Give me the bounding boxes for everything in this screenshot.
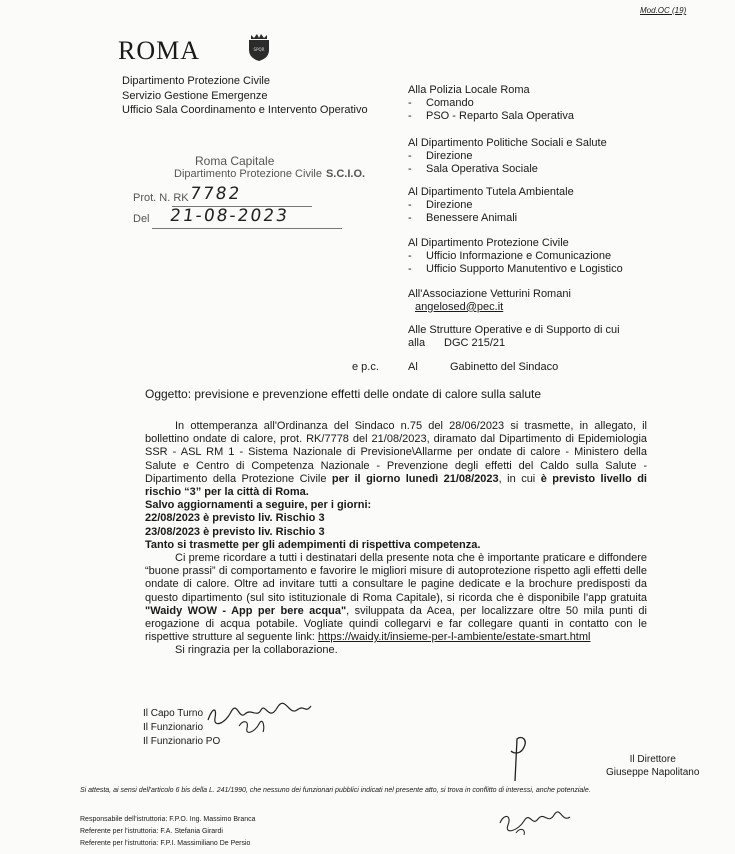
handwritten-signature-director bbox=[505, 735, 545, 783]
protocol-stamp bbox=[130, 150, 370, 232]
prot-date: 21-08-2023 bbox=[168, 206, 291, 226]
letter-body bbox=[145, 420, 647, 658]
vetturini-email: angelosed@pec.it bbox=[415, 300, 504, 313]
epc-target: Gabinetto del Sindaco bbox=[450, 361, 559, 373]
attestation-note: Si attesta, ai sensi dell'articolo 6 bis della L. 241/1990, che nessuno dei funzionari pubblici indicati nel presente atto, si trova in conflitto di interessi, anche potenziale. bbox=[80, 787, 591, 794]
handwritten-signature-left bbox=[205, 698, 315, 738]
recipient-vetturini: All'Associazione Vetturini Romani angelosed@pec.it bbox=[408, 288, 571, 313]
recipient-sociali: Al Dipartimento Politiche Sociali e Salute - Direzione - Sala Operativa Sociale bbox=[408, 137, 607, 175]
epc-label: e p.c. bbox=[352, 361, 379, 373]
form-code: Mod.OC (19) bbox=[640, 6, 687, 15]
date-underline bbox=[152, 228, 342, 229]
responsible-list: Responsabile dell'istruttoria: F.P.O. Ing. Massimo Branca Referente per l'istruttoria: F.A. Stefania Girardi Referente per l'istruttoria: F.P.I. Massimiliano De Persio bbox=[80, 816, 256, 847]
director-name: Giuseppe Napolitano bbox=[606, 767, 700, 778]
waidy-link[interactable]: https://waidy.it/insieme-per-l-ambiente/estate-smart.html bbox=[318, 631, 591, 644]
paragraph-4: 23/08/2023 è previsto liv. Rischio 3 bbox=[145, 525, 325, 538]
roma-crest-icon bbox=[247, 32, 271, 62]
stamp-title: Roma Capitale bbox=[195, 154, 275, 168]
prot-label: Prot. N. RK bbox=[133, 192, 189, 204]
dept-line: Servizio Gestione Emergenze bbox=[122, 89, 268, 102]
stamp-subtitle: Dipartimento Protezione Civile S.C.I.O. bbox=[174, 168, 366, 180]
dept-line: Ufficio Sala Coordinamento e Intervento Operativo bbox=[122, 104, 368, 116]
prot-number: 7782 bbox=[188, 184, 243, 204]
dept-line: Dipartimento Protezione Civile bbox=[122, 75, 270, 87]
paragraph-5: Tanto si trasmette per gli adempimenti di rispettiva competenza. bbox=[145, 538, 481, 551]
department-block bbox=[122, 74, 368, 118]
paragraph-3: 22/08/2023 è previsto liv. Rischio 3 bbox=[145, 512, 325, 525]
director-block bbox=[606, 753, 699, 779]
paragraph-6: Ci preme ricordare a tutti i destinatari della presente nota che è importante praticare e diffondere “buone prassi” di comportamento e favorire le migliori misure di autoprotezione rispetto agli effetti delle ondate di calore. Oltre ad invitare tutti a consultare le pagine dedicate e la brochure predisposti da questo dipartimento (sul sito istituzionale di Roma Capitale), si ricorda che è disponibile l'app gratuita "Waidy WOW - App per bere acqua", sviluppata da Acea, per localizzare oltre 50 mila punti di erogazione di acqua potabile. Vogliate quindi collegarvi e far collegare quanti in contatto con le rispettive strutture al seguente link: https://waidy.it/insieme-per-l-ambiente/estate-smart.html bbox=[145, 552, 647, 644]
date-label: Del bbox=[133, 213, 150, 225]
paragraph-2: Salvo aggiornamenti a seguire, per i giorni: bbox=[145, 499, 372, 512]
svg-text:SPQR: SPQR bbox=[253, 47, 265, 52]
roma-logo-text: ROMA bbox=[118, 36, 201, 65]
handwritten-signature-footer bbox=[496, 803, 576, 837]
recipient-protezione: Al Dipartimento Protezione Civile - Ufficio Informazione e Comunicazione - Ufficio Supporto Manutentivo e Logistico bbox=[408, 237, 623, 275]
paragraph-7: Si ringrazia per la collaborazione. bbox=[175, 644, 338, 657]
director-title: Il Direttore bbox=[629, 754, 676, 765]
subject-line: Oggetto: previsione e prevenzione effetti delle ondate di calore sulla salute bbox=[145, 387, 542, 401]
recipient-ambientale: Al Dipartimento Tutela Ambientale - Direzione - Benessere Animali bbox=[408, 186, 574, 224]
recipient-strutture: Alle Strutture Operative e di Supporto di cui alla DGC 215/21 bbox=[408, 324, 620, 349]
recipient-polizia: Alla Polizia Locale Roma - Comando - PSO - Reparto Sala Operativa bbox=[408, 84, 574, 122]
epc-al: Al bbox=[408, 361, 418, 373]
paragraph-1: In ottemperanza all'Ordinanza del Sindaco n.75 del 28/06/2023 si trasmette, in allegato, il bollettino ondate di calore, prot. RK/7778 del 21/08/2023, diramato dal Dipartimento di Epidemiologia SSR - ASL RM 1 - Sistema Nazionale di Previsione\Allarme per ondate di calore - Ministero della Salute e Centro di Competenza Nazionale - Prevenzione degli effetti del Caldo sulla Salute - Dipartimento della Protezione Civile per il giorno lunedì 21/08/2023, in cui è previsto livello di rischio “3” per la città di Roma. bbox=[145, 420, 647, 499]
left-signatories: Il Capo Turno Il Funzionario Il Funzionario PO bbox=[143, 708, 221, 747]
